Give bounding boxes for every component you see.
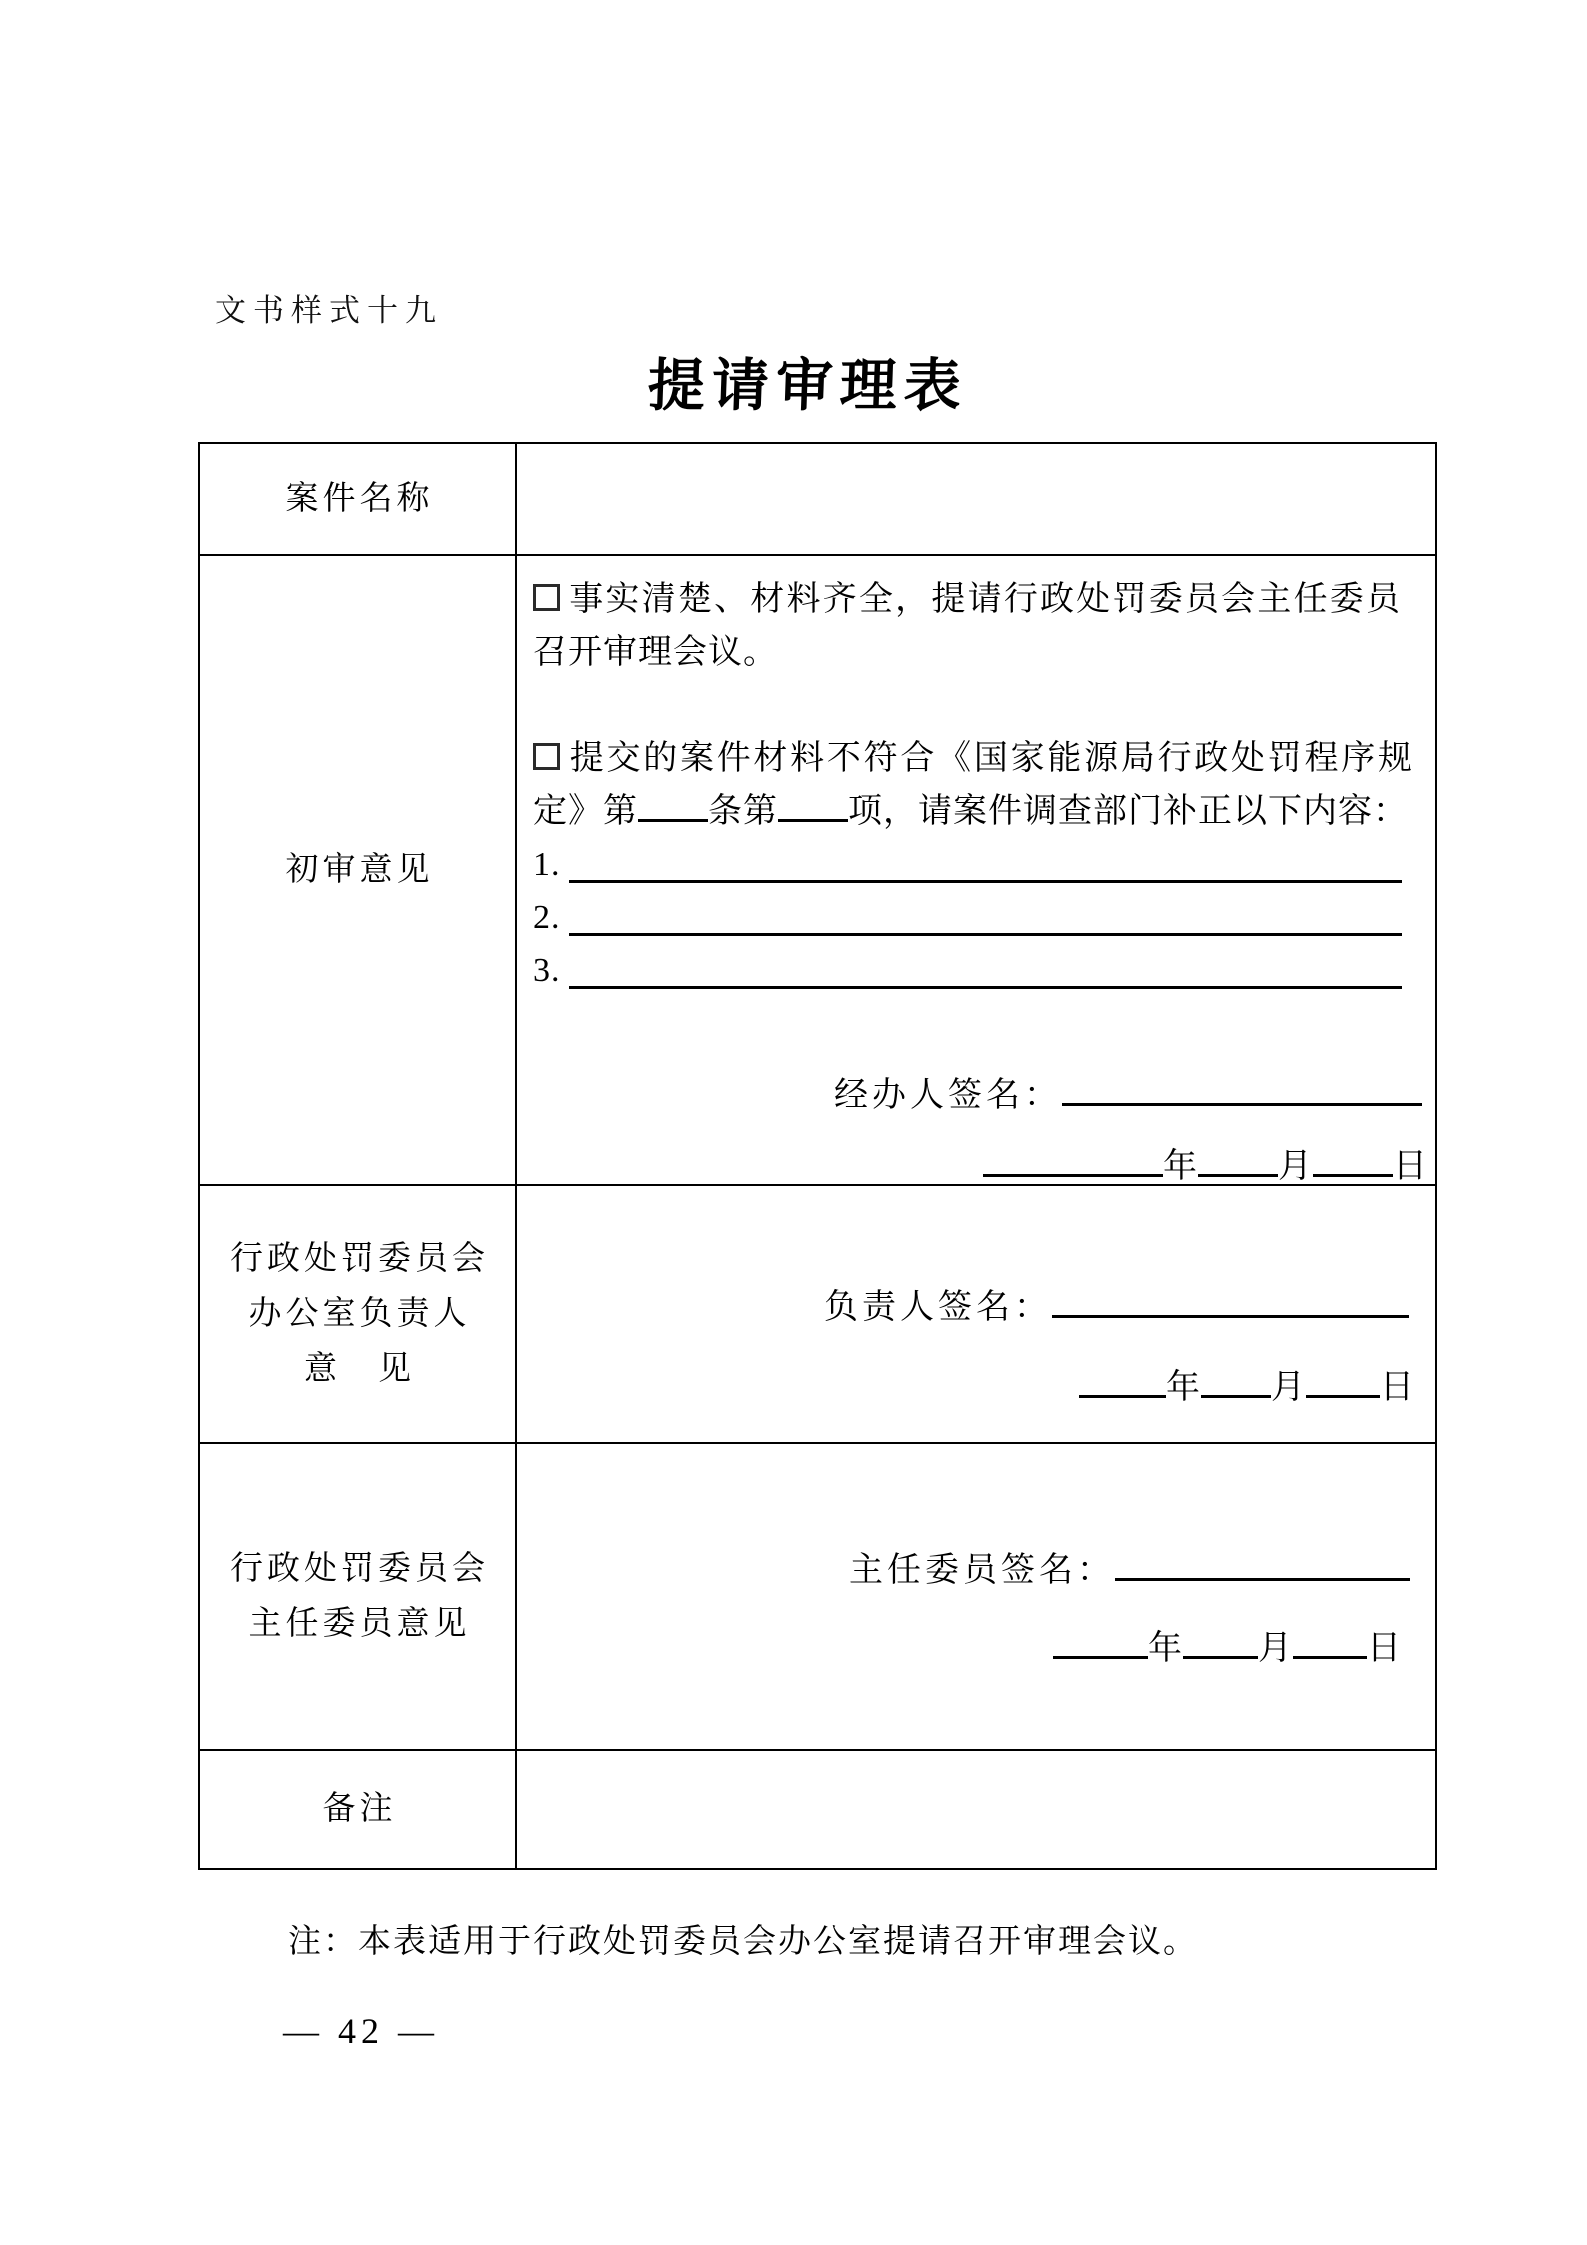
day-blank <box>1293 1655 1367 1659</box>
correction-item-line <box>533 891 1435 944</box>
signature-blank <box>1062 1102 1422 1106</box>
day-label: 日 <box>1367 1630 1402 1667</box>
case-name-value-cell <box>517 444 1435 554</box>
head-signature-label: 负责人签名： <box>824 1289 1052 1326</box>
option2-text-part2: 条第 <box>708 793 778 830</box>
option1-paragraph <box>533 573 1401 679</box>
footer-note: 注：本表适用于行政处罚委员会办公室提请召开审理会议。 <box>288 1924 1198 1960</box>
option1-text: 事实清楚、材料齐全，提请行政处罚委员会主任委员召开审理会议。 <box>533 581 1401 671</box>
office-head-label-line1: 行政处罚委员会 <box>230 1240 489 1277</box>
item-number-blank <box>778 816 848 822</box>
row-header-cell <box>200 1751 517 1868</box>
year-label: 年 <box>1163 1148 1198 1185</box>
date-line <box>517 1622 1402 1675</box>
row-header-cell <box>200 1186 517 1442</box>
preliminary-opinion-label: 初审意见 <box>285 851 434 888</box>
row-header-cell <box>200 444 517 554</box>
day-label: 日 <box>1380 1369 1415 1406</box>
item-blank-line <box>569 933 1403 936</box>
year-label: 年 <box>1148 1630 1183 1667</box>
option1-checkbox-icon <box>533 584 560 611</box>
table-row-preliminary-opinion <box>200 556 1435 1186</box>
chair-label-line2: 主任委员意见 <box>248 1605 471 1642</box>
month-blank <box>1201 1394 1271 1398</box>
day-blank <box>1306 1394 1380 1398</box>
date-line <box>517 1361 1415 1414</box>
month-label: 月 <box>1271 1369 1306 1406</box>
head-signature-line <box>517 1281 1409 1334</box>
table-row-remarks <box>200 1751 1435 1868</box>
row-header-cell <box>200 556 517 1184</box>
request-review-form-table <box>198 442 1437 1870</box>
correction-item-line <box>533 838 1435 891</box>
table-row-office-head-opinion <box>200 1186 1435 1444</box>
signature-blank <box>1052 1314 1409 1318</box>
correction-item-line <box>533 944 1435 997</box>
page-title: 提请审理表 <box>646 355 969 418</box>
month-blank <box>1183 1655 1258 1659</box>
case-name-label: 案件名称 <box>285 480 434 517</box>
item-blank-line <box>569 880 1403 883</box>
row-header-cell <box>200 1444 517 1749</box>
page-number: — 42 — <box>283 2011 439 2051</box>
remarks-value-cell <box>517 1751 1435 1868</box>
year-blank <box>1053 1655 1148 1659</box>
office-head-label-line2: 办公室负责人 <box>248 1295 471 1332</box>
office-head-opinion-cell <box>517 1186 1435 1442</box>
month-label: 月 <box>1258 1630 1293 1667</box>
table-row-chair-opinion <box>200 1444 1435 1751</box>
option2-text-part3: 项，请案件调查部门补正以下内容： <box>848 793 1408 830</box>
option2-paragraph <box>533 732 1413 838</box>
item-blank-line <box>569 986 1403 989</box>
year-label: 年 <box>1166 1369 1201 1406</box>
table-row-case-name <box>200 444 1435 556</box>
chair-label-line1: 行政处罚委员会 <box>230 1550 489 1587</box>
option2-text-part1: 提交的案件材料不符合《国家能源局行政处罚程序规定》第 <box>533 740 1413 830</box>
day-label: 日 <box>1393 1148 1428 1185</box>
article-number-blank <box>638 816 708 822</box>
month-label: 月 <box>1278 1148 1313 1185</box>
handler-signature-line <box>533 1069 1422 1122</box>
preliminary-opinion-cell <box>517 556 1435 1184</box>
option2-checkbox-icon <box>533 743 560 770</box>
office-head-label-line3: 意 见 <box>304 1350 415 1387</box>
month-blank <box>1198 1173 1278 1177</box>
handler-signature-label: 经办人签名： <box>834 1077 1062 1114</box>
remarks-label: 备注 <box>322 1791 397 1827</box>
year-blank <box>983 1173 1163 1177</box>
item-number: 1. <box>533 846 561 883</box>
item-number: 2. <box>533 899 561 936</box>
signature-blank <box>1115 1577 1410 1581</box>
chair-signature-line <box>517 1544 1410 1597</box>
day-blank <box>1313 1173 1393 1177</box>
chair-signature-label: 主任委员签名： <box>849 1552 1115 1589</box>
chair-opinion-cell <box>517 1444 1435 1749</box>
item-number: 3. <box>533 952 561 989</box>
doc-style-label: 文书样式十九 <box>215 293 443 328</box>
year-blank <box>1079 1394 1166 1398</box>
